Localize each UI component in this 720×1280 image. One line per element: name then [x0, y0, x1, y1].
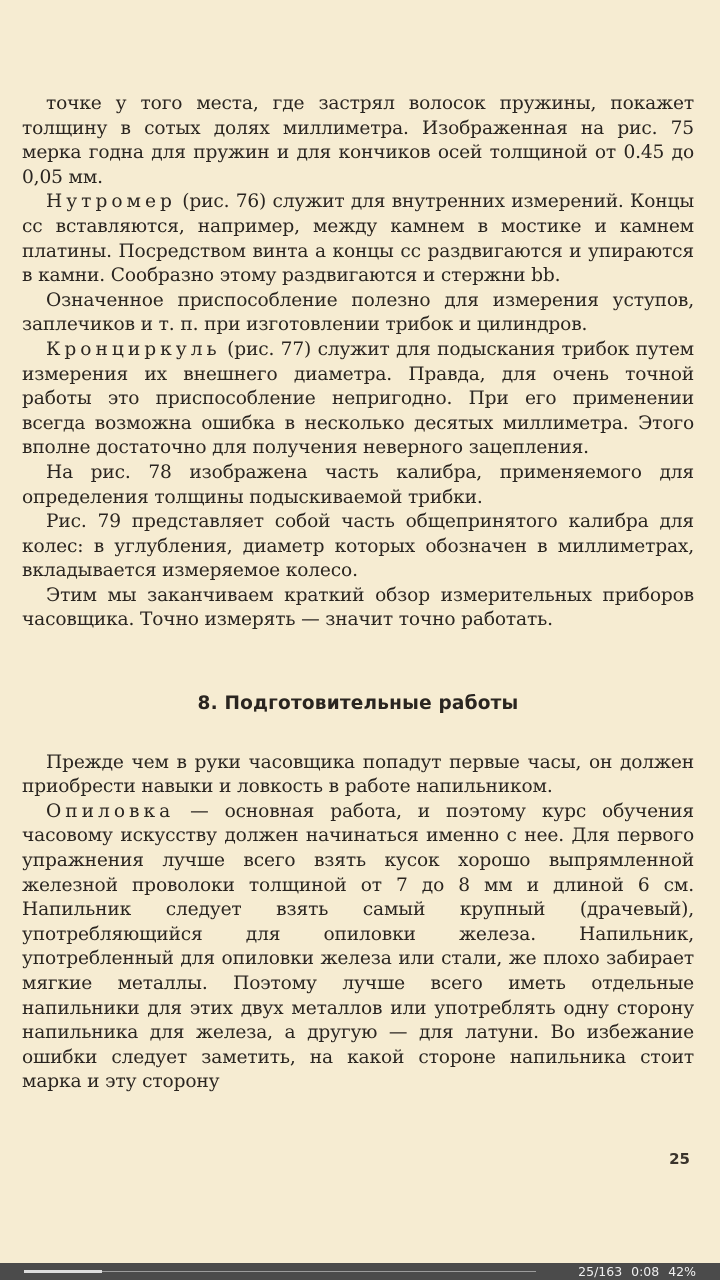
paragraph — [22, 461, 694, 510]
paragraphs-after — [22, 751, 694, 1095]
spaced-term: Нутромер — [46, 191, 176, 213]
status-text — [573, 1263, 696, 1280]
paragraph-text: На рис. 78 изображена часть калибра, применяемого для определения толщины подыскиваемой трибки. — [22, 461, 694, 508]
paragraph-text: Этим мы заканчиваем краткий обзор измерительных приборов часовщика. Точно измерять — значит точно работать. — [22, 584, 694, 631]
page-counter: 25/163 — [578, 1264, 623, 1279]
reading-progress-fill — [24, 1270, 102, 1273]
paragraph — [22, 800, 694, 1095]
paragraph — [22, 510, 694, 584]
paragraph — [22, 190, 694, 288]
paragraph-text: Прежде чем в руки часовщика попадут первые часы, он должен приобрести навыки и ловкость в работе напильником. — [22, 751, 694, 798]
section-heading: 8. Подготовительные работы — [197, 693, 519, 715]
page-number: 25 — [669, 1150, 690, 1168]
paragraph-text: Означенное приспособление полезно для измерения уступов, заплечиков и т. п. при изготовлении трибок и цилиндров. — [22, 289, 694, 336]
battery-level: 42% — [668, 1264, 696, 1279]
spaced-term: Кронциркуль — [46, 338, 221, 360]
paragraphs-before — [22, 92, 694, 633]
spaced-term: Опиловка — [46, 800, 175, 822]
reading-progress-bar[interactable] — [24, 1271, 536, 1272]
book-page — [22, 92, 694, 1095]
paragraph — [22, 338, 694, 461]
paragraph-text: (рис. 77) служит для подыскания трибок путем измерения их внешнего диаметра. Правда, для очень точной работы это приспособление непригодно. При его применении всегда возможна ошибка в несколько десятых миллиметра. Этого вполне достаточно для получения неверного зацепления. — [22, 338, 694, 459]
paragraph-text: Рис. 79 представляет собой часть общепринятого калибра для колес: в углубления, диаметр которых обозначен в миллиметрах, вкладывается измеряемое колесо. — [22, 511, 694, 582]
paragraph — [22, 584, 694, 633]
clock: 0:08 — [631, 1264, 660, 1279]
paragraph — [22, 289, 694, 338]
paragraph-text: (рис. 76) служит для внутренних измерений. Концы cc вставляются, например, между камнем в мостике и камнем платины. Посредством винта a концы cc раздвигаются и упираются в камни. Сообразно этому раздвигаются и стержни bb. — [22, 191, 694, 287]
paragraph-text: — основная работа, и поэтому курс обучения часовому искусству должен начинаться именно с нее. Для первого упражнения лучше всего взять кусок хорошо выпрямленной железной проволоки толщиной от 7 до 8 мм и длиной 6 см. Напильник следует взять самый крупный (драчевый), употребляющийся для опиловки железа. Напильник, употребленный для опиловки железа или стали, же плохо забирает мягкие металлы. Поэтому лучше всего иметь отдельные напильники для этих двух металлов или употреблять одну сторону напильника для железа, а другую — для латуни. Во избежание ошибки следует заметить, на какой стороне напильника стоит марка и эту сторону — [22, 800, 694, 1093]
paragraph-text: точке у того места, где застрял волосок пружины, покажет толщину в сотых долях миллиметра. Изображенная на рис. 75 мерка годна для пружин и для кончиков осей толщиной от 0.45 до 0,05 мм. — [22, 93, 694, 188]
paragraph — [22, 751, 694, 800]
reader-status-bar — [0, 1263, 720, 1280]
paragraph — [22, 92, 694, 190]
